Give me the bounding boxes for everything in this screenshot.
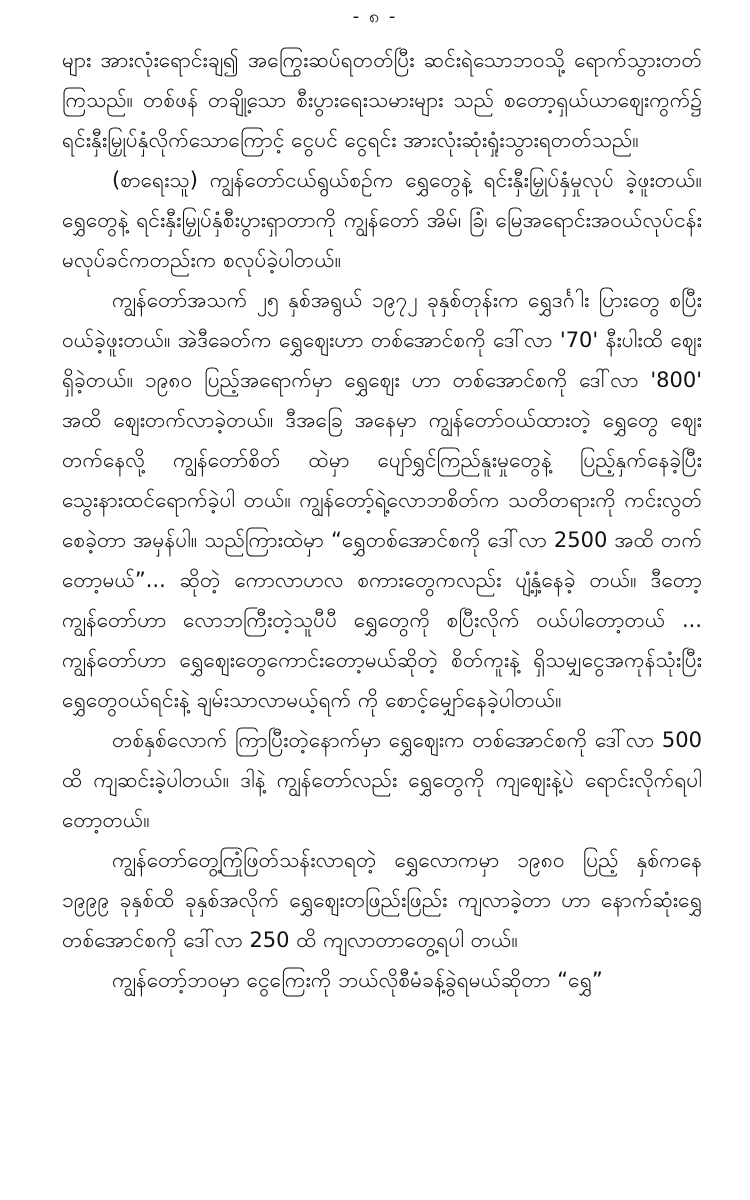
- paragraph-6: ကျွန်တော့်ဘဝမှာ ငွေကြေးကို ဘယ်လိုစီမံခန့်ခွဲရမယ်ဆိုတာ “ရွှေ”: [112, 968, 603, 992]
- paragraph-1: များ အားလုံးရောင်းချ၍ အကြွေးဆပ်ရတတ်ပြီး ဆင်းရဲသောဘဝသို့ ရောက်သွားတတ်ကြသည်။ တစ်ဖန် တချို့သော စီးပွားရေးသမားများ သည် စတော့ရှယ်ယာဈေးကွက်၌ ရင်းနှီးမြှုပ်နှံလိုက်သောကြောင့် ငွေပင် ငွေရင်း အားလုံးဆုံးရှုံးသွားရတတ်သည်။: [62, 48, 702, 152]
- paragraph-5: ကျွန်တော်တွေ့ကြုံဖြတ်သန်းလာရတဲ့ ရွှေလောကမှာ ၁၉၈၀ ပြည့် နှစ်ကနေ ၁၉၉၉ ခုနှစ်ထိ ခုနှစ်အလိုက် ရွှေဈေးတဖြည်းဖြည်း ကျလာခဲ့တာ ဟာ နောက်ဆုံးရွှေတစ်အောင်စကို ဒေါ်လာ 250 ထိ ကျလာတာတွေ့ရပါ တယ်။: [62, 848, 702, 952]
- body-text: [62, 40, 702, 1000]
- paragraph-4: တစ်နှစ်လောက် ကြာပြီးတဲ့နောက်မှာ ရွှေဈေးက တစ်အောင်စကို ဒေါ်လာ 500 ထိ ကျဆင်းခဲ့ပါတယ်။ ဒါနဲ့ ကျွန်တော်လည်း ရွှေတွေကို ကျဈေးနဲ့ပဲ ရောင်းလိုက်ရပါတော့တယ်။: [62, 728, 702, 832]
- paragraph-2: (စာရေးသူ) ကျွန်တော်ငယ်ရွယ်စဉ်က ရွှေတွေနဲ့ ရင်းနှီးမြှုပ်နှံမှုလုပ် ခဲ့ဖူးတယ်။ ရွှေတွေနဲ့ ရင်းနှီးမြှုပ်နှံစီးပွားရှာတာကို ကျွန်တော် အိမ်၊ ခြံ၊ မြေအရောင်းအဝယ်လုပ်ငန်းမလုပ်ခင်ကတည်းက စလုပ်ခဲ့ပါတယ်။: [62, 168, 702, 272]
- page-number: - ၈ -: [352, 6, 398, 27]
- paragraph-3: ကျွန်တော်အသက် ၂၅ နှစ်အရွယ် ၁၉၇၂ ခုနှစ်တုန်းက ရွှေဒင်္ဂါး ပြားတွေ စပြီးဝယ်ခဲ့ဖူးတယ်။ အဲဒီခေတ်က ရွှေဈေးဟာ တစ်အောင်စကို ဒေါ်လာ '70' နီးပါးထိ ဈေးရှိခဲ့တယ်။ ၁၉၈၀ ပြည့်အရောက်မှာ ရွှေဈေး ဟာ တစ်အောင်စကို ဒေါ်လာ '800' အထိ ဈေးတက်လာခဲ့တယ်။ ဒီအခြေ အနေမှာ ကျွန်တော်ဝယ်ထားတဲ့ ရွှေတွေ ဈေးတက်နေလို့ ကျွန်တော်စိတ် ထဲမှာ ပျော်ရွှင်ကြည်နူးမှုတွေနဲ့ ပြည့်နှက်နေခဲ့ပြီး သွေးနားထင်ရောက်ခဲ့ပါ တယ်။ ကျွန်တော့်ရဲ့လောဘစိတ်က သတိတရားကို ကင်းလွတ်စေခဲ့တာ အမှန်ပါ။ သည်ကြားထဲမှာ “ရွှေတစ်အောင်စကို ဒေါ်လာ 2500 အထိ တက်တော့မယ်”... ဆိုတဲ့ ကောလာဟလ စကားတွေကလည်း ပျံ့နှံ့နေခဲ့ တယ်။ ဒီတော့ ကျွန်တော်ဟာ လောဘကြီးတဲ့သူပီပီ ရွှေတွေကို စပြီးလိုက် ဝယ်ပါတော့တယ် ... ကျွန်တော်ဟာ ရွှေဈေးတွေကောင်းတော့မယ်ဆိုတဲ့ စိတ်ကူးနဲ့ ရှိသမျှငွေအကုန်သုံးပြီး ရွှေတွေဝယ်ရင်းနဲ့ ချမ်းသာလာမယ့်ရက် ကို စောင့်မျှော်နေခဲ့ပါတယ်။: [62, 288, 702, 712]
